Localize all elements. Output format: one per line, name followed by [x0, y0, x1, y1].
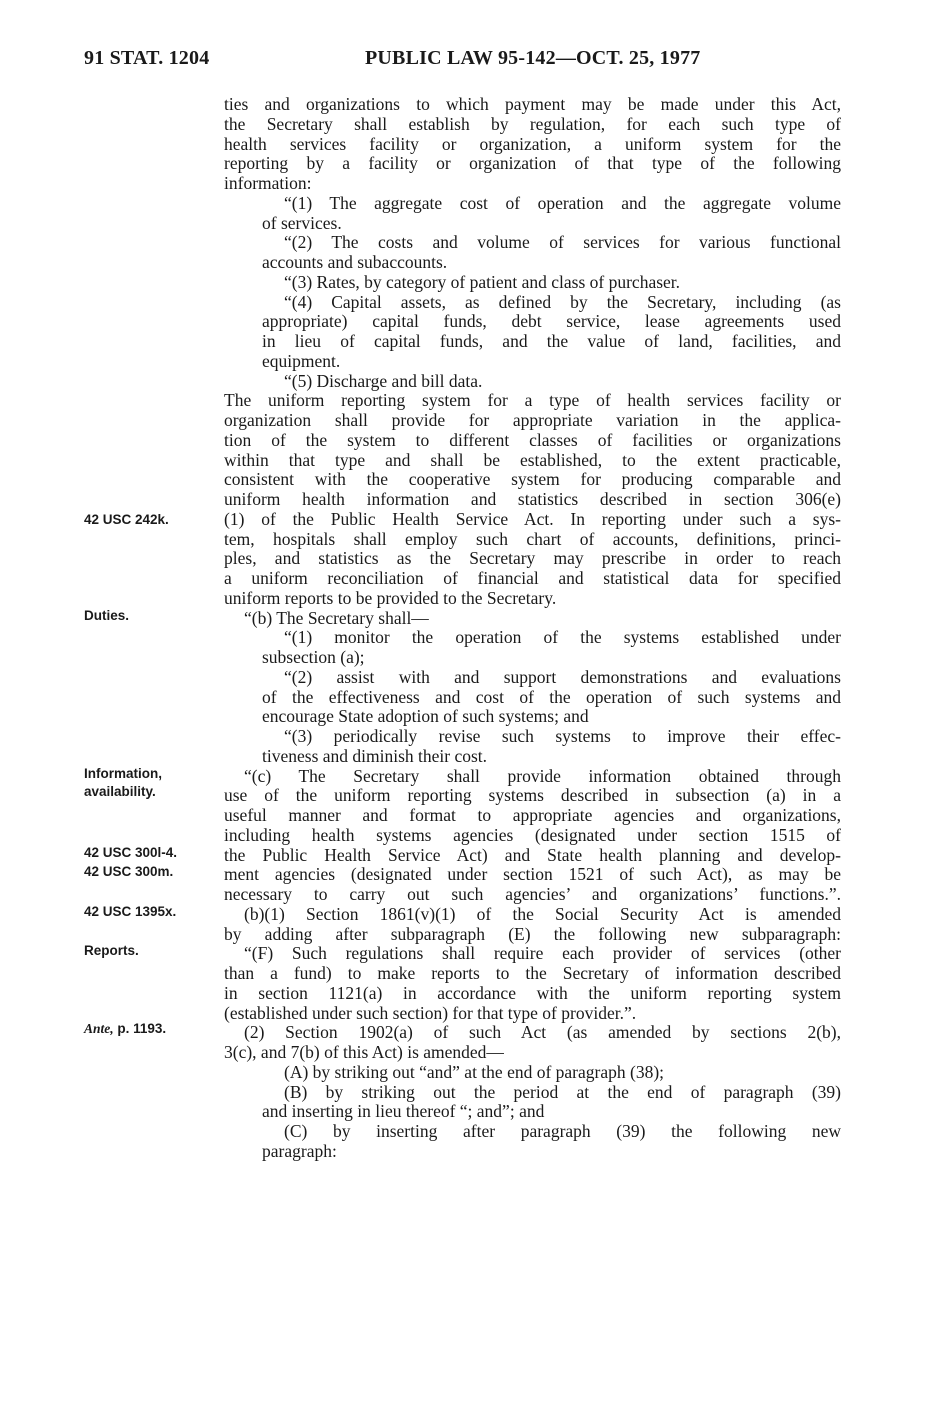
text-line: uniform reports to be provided to the Secretary. — [224, 587, 557, 608]
text-line: uniform health information and statistics described in section 306(e) — [224, 489, 841, 509]
margin-note-reports: Reports. — [84, 943, 139, 958]
margin-note-ante-page: p. 1193. — [113, 1021, 167, 1036]
text-line: useful manner and format to appropriate agencies and organizations, — [224, 805, 841, 825]
text-line: “(1) monitor the operation of the systems established under — [284, 627, 841, 648]
text-line: the Secretary shall establish by regulation, for each such type of — [224, 113, 841, 134]
text-line: (A) by striking out “and” at the end of paragraph (38); — [284, 1061, 665, 1082]
text-line: in lieu of capital funds, and the value of land, facilities, and — [262, 331, 841, 351]
text-line: (established under such section) for that type of provider.”. — [224, 1002, 637, 1023]
margin-note-availability: availability. — [84, 784, 156, 799]
text-line: accounts and subaccounts. — [262, 252, 448, 272]
text-line: by adding after subparagraph (E) the following new subparagraph: — [224, 923, 841, 944]
text-line: “(2) assist with and support demonstrations and evaluations — [284, 666, 841, 687]
text-line: organization shall provide for appropriate variation in the applica- — [224, 410, 841, 430]
text-line: use of the uniform reporting systems described in subsection (a) in a — [224, 785, 841, 806]
text-line: subsection (a); — [262, 647, 365, 667]
text-line: a uniform reconciliation of financial and statistical data for specified — [224, 568, 841, 588]
text-line: 3(c), and 7(b) of this Act) is amended— — [224, 1042, 504, 1062]
margin-note-42-usc-300m: 42 USC 300m. — [84, 864, 174, 879]
margin-note-42-usc-300l-4: 42 USC 300l-4. — [84, 845, 178, 860]
text-line: (b)(1) Section 1861(v)(1) of the Social Security Act is amended — [244, 903, 841, 924]
margin-note-ante-italic: Ante, — [84, 1021, 114, 1036]
text-line: (2) Section 1902(a) of such Act (as amended by sections 2(b), — [244, 1022, 841, 1043]
text-line: tiveness and diminish their cost. — [262, 745, 488, 766]
text-line: appropriate) capital funds, debt service, lease agreements used — [262, 311, 841, 332]
text-line: (B) by striking out the period at the end of paragraph (39) — [284, 1081, 841, 1102]
text-line: than a fund) to make reports to the Secretary of information described — [224, 963, 841, 983]
text-line: “(4) Capital assets, as defined by the Secretary, including (as — [284, 291, 841, 312]
text-line: “(3) Rates, by category of patient and class of purchaser. — [284, 271, 681, 292]
text-line: ties and organizations to which payment may be made under this Act, — [224, 94, 841, 114]
text-line: “(3) periodically revise such systems to improve their effec- — [284, 726, 841, 746]
text-line: (C) by inserting after paragraph (39) the following new — [284, 1121, 841, 1141]
text-line: information: — [224, 173, 312, 193]
statute-body-text — [224, 95, 841, 1162]
text-line: reporting by a facility or organization of that type of the following — [224, 153, 841, 174]
margin-note-ante — [84, 1019, 166, 1039]
text-line: ples, and statistics as the Secretary may prescribe in order to reach — [224, 548, 841, 569]
text-line: “(5) Discharge and bill data. — [284, 370, 483, 391]
statute-page-number: 91 STAT. 1204 — [84, 47, 210, 69]
text-line: and inserting in lieu thereof “; and”; and — [262, 1101, 545, 1122]
text-line: the Public Health Service Act) and State health planning and develop- — [224, 844, 841, 865]
text-line: health services facility or organization, a uniform system for the — [224, 133, 841, 154]
text-line: “(c) The Secretary shall provide information obtained through — [244, 765, 841, 786]
text-line: tem, hospitals shall employ such chart of accounts, definitions, princi- — [224, 528, 841, 549]
page-title: PUBLIC LAW 95-142—OCT. 25, 1977 — [365, 47, 701, 69]
text-line: including health systems agencies (designated under section 1515 of — [224, 824, 841, 845]
text-line: ment agencies (designated under section 1521 of such Act), as may be — [224, 864, 841, 885]
text-line: “(1) The aggregate cost of operation and the aggregate volume — [284, 192, 841, 213]
margin-note-42-usc-1395x: 42 USC 1395x. — [84, 904, 177, 919]
text-line: in section 1121(a) in accordance with the uniform reporting system — [224, 982, 841, 1003]
text-line: “(2) The costs and volume of services for various functional — [284, 232, 841, 253]
text-line: “(F) Such regulations shall require each provider of services (other — [244, 943, 841, 964]
text-line: The uniform reporting system for a type of health services facility or — [224, 390, 841, 411]
margin-note-information: Information, — [84, 766, 162, 781]
text-line: encourage State adoption of such systems; and — [262, 706, 589, 727]
text-line: paragraph: — [262, 1140, 337, 1161]
text-line: necessary to carry out such agencies’ and organizations’ functions.”. — [224, 884, 841, 904]
text-line: (1) of the Public Health Service Act. In reporting under such a sys- — [224, 508, 841, 529]
text-line: consistent with the cooperative system for producing comparable and — [224, 469, 841, 490]
margin-note-duties: Duties. — [84, 608, 130, 623]
text-line: within that type and shall be established, to the extent practicable, — [224, 449, 841, 470]
text-line: “(b) The Secretary shall— — [244, 607, 429, 628]
text-line: of services. — [262, 212, 342, 233]
margin-note-42-usc-242k: 42 USC 242k. — [84, 512, 169, 527]
text-line: tion of the system to different classes of facilities or organizations — [224, 429, 841, 450]
text-line: equipment. — [262, 350, 341, 371]
text-line: of the effectiveness and cost of the operation of such systems and — [262, 686, 841, 707]
